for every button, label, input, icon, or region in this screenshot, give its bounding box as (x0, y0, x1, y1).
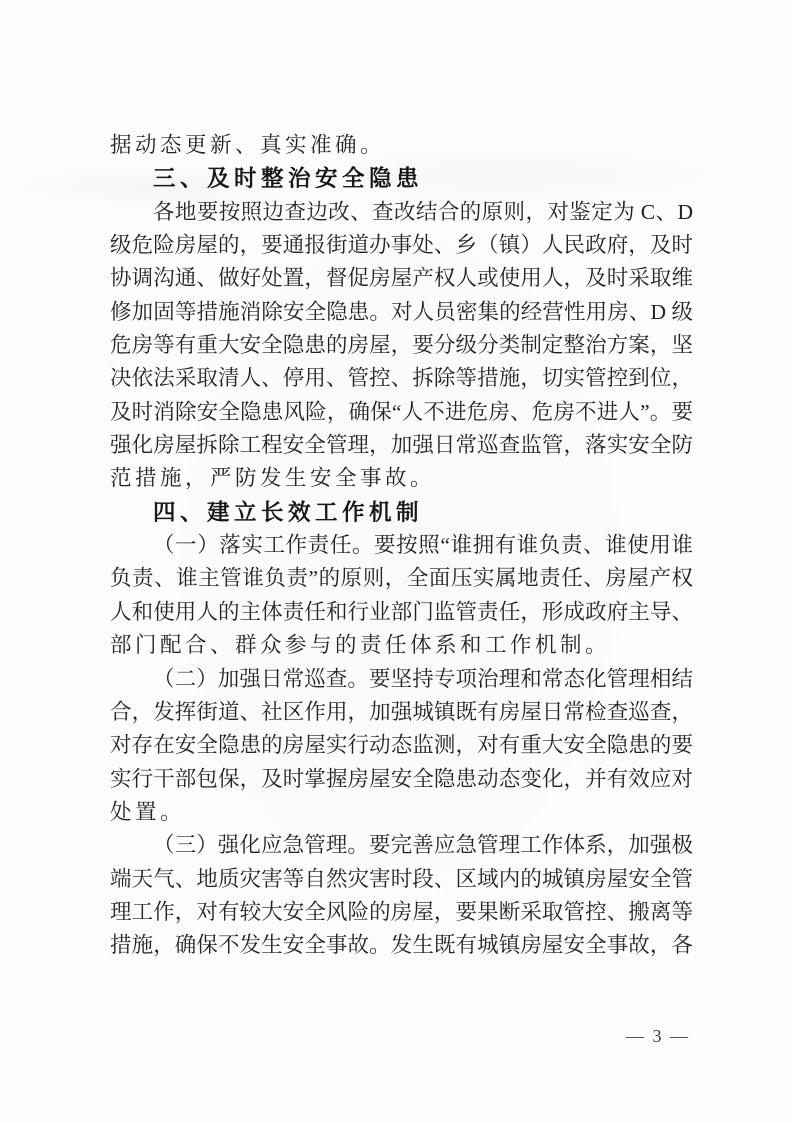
text-line: （二）加强日常巡查。要坚持专项治理和常态化管理相结 (153, 666, 693, 691)
text-line: 合，发挥街道、社区作用，加强城镇既有房屋日常检查巡查， (110, 699, 693, 724)
text-line: 实行干部包保，及时掌握房屋安全隐患动态变化，并有效应对 (110, 766, 693, 791)
text-line: 对存在安全隐患的房屋实行动态监测，对有重大安全隐患的要 (110, 733, 693, 758)
page-number-text: — 3 — (626, 1026, 690, 1046)
document-body (110, 129, 693, 963)
text-line: 人和使用人的主体责任和行业部门监管责任，形成政府主导、 (110, 599, 693, 624)
text-line: 负责、谁主管谁负责”的原则，全面压实属地责任、房屋产权 (110, 566, 693, 591)
text-line: 据动态更新、真实准确。 (110, 133, 386, 157)
text-line: 修加固等措施消除安全隐患。对人员密集的经营性用房、D 级 (110, 299, 693, 324)
text-line: 措施，确保不发生安全事故。发生既有城镇房屋安全事故，各 (110, 933, 693, 958)
text-line: 端天气、地质灾害等自然灾害时段、区域内的城镇房屋安全管 (110, 866, 693, 891)
text-line: （一）落实工作责任。要按照“谁拥有谁负责、谁使用谁 (153, 533, 693, 558)
text-line: 协调沟通、做好处置，督促房屋产权人或使用人，及时采取维 (110, 266, 693, 291)
section-heading: 三、及时整治安全隐患 (153, 166, 424, 192)
text-line: 理工作，对有较大安全风险的房屋，要果断采取管控、搬离等 (110, 899, 693, 924)
text-line: （三）强化应急管理。要完善应急管理工作体系，加强极 (153, 833, 693, 858)
text-line: 部门配合、群众参与的责任体系和工作机制。 (110, 633, 611, 658)
text-line: 各地要按照边查边改、查改结合的原则，对鉴定为 C、D (153, 199, 693, 224)
text-line: 强化房屋拆除工程安全管理，加强日常巡查监管，落实安全防 (110, 433, 693, 458)
section-heading: 四、建立长效工作机制 (153, 499, 424, 525)
page-number (593, 1026, 723, 1047)
text-line: 危房等有重大安全隐患的房屋，要分级分类制定整治方案，坚 (110, 333, 693, 358)
text-line: 决依法采取清人、停用、管控、拆除等措施，切实管控到位， (110, 366, 693, 391)
text-line: 及时消除安全隐患风险，确保“人不进危房、危房不进人”。要 (110, 399, 693, 424)
text-line: 范措施，严防发生安全事故。 (110, 466, 436, 491)
text-line: 级危险房屋的，要通报街道办事处、乡（镇）人民政府，及时 (110, 233, 693, 258)
text-line: 处置。 (110, 799, 186, 824)
